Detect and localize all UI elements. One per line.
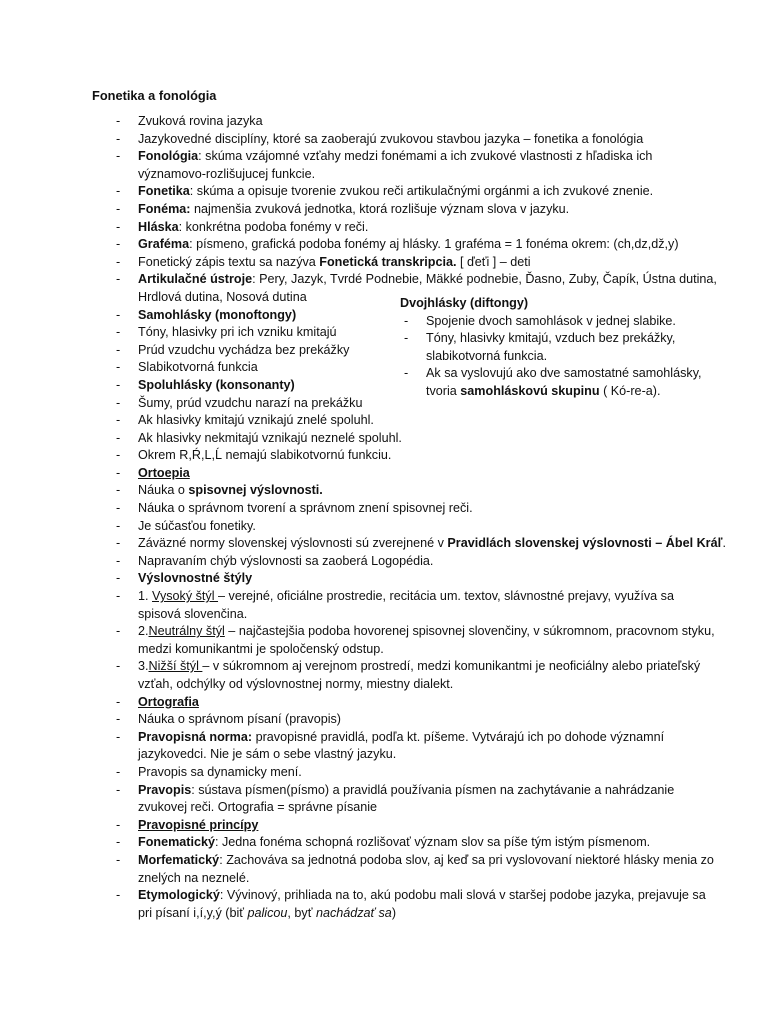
list-item-text: Jazykovedné disciplíny, ktoré sa zaoberajú zvukovou stavbou jazyka – fonetika a fonológia xyxy=(138,131,644,146)
main-bullet-list xyxy=(0,113,768,922)
bullet-dash: - xyxy=(116,817,121,832)
list-item xyxy=(0,131,718,149)
bullet-dash: - xyxy=(116,694,121,709)
list-item xyxy=(0,430,718,448)
list-item-text: Ak hlasivky nekmitajú vznikajú neznelé spoluhl. xyxy=(138,430,402,445)
list-item-text: Artikulačné ústroje: Pery, Jazyk, Tvrdé Podnebie, Mäkké podnebie, Ďasno, Zuby, Čapík, Ústna dutina, Hrdlová dutina, Nosová dutina xyxy=(138,272,717,304)
list-item-text: Pravopis sa dynamicky mení. xyxy=(138,764,302,779)
bullet-dash: - xyxy=(116,307,121,322)
list-item-text: Slabikotvorná funkcia xyxy=(138,360,258,375)
list-item xyxy=(0,764,718,782)
list-item-text: Okrem R,Ŕ,L,Ĺ nemajú slabikotvornú funkciu. xyxy=(138,448,392,463)
list-item-text: Ortografia xyxy=(138,694,199,709)
list-item xyxy=(0,254,718,272)
bullet-dash: - xyxy=(116,360,121,375)
list-item-text: Spoluhlásky (konsonanty) xyxy=(138,377,295,392)
bullet-dash: - xyxy=(116,782,121,797)
list-item xyxy=(0,307,386,325)
diphthongs-list xyxy=(400,313,720,401)
list-item-text: Náuka o spisovnej výslovnosti. xyxy=(138,483,323,498)
bullet-dash: - xyxy=(404,331,409,346)
diphthongs-box xyxy=(400,295,720,401)
side-item xyxy=(400,330,720,365)
list-item xyxy=(0,570,718,588)
bullet-dash: - xyxy=(116,254,121,269)
bullet-dash: - xyxy=(116,237,121,252)
list-item xyxy=(0,482,718,500)
bullet-dash: - xyxy=(116,589,121,604)
list-item xyxy=(0,148,718,183)
bullet-dash: - xyxy=(116,518,121,533)
side-item xyxy=(400,313,720,331)
list-item-text: Etymologický: Vývinový, prihliada na to, akú podobu mali slová v staršej podobe jazyka, prejavuje sa pri písaní i,í,y,ý (biť palicou, byť nachádzať sa) xyxy=(138,888,706,920)
list-item-text: Šumy, prúd vzudchu narazí na prekážku xyxy=(138,395,363,410)
list-item xyxy=(0,553,718,571)
list-item xyxy=(0,782,718,817)
list-item xyxy=(0,518,718,536)
list-item xyxy=(0,711,718,729)
list-item-text: Zvuková rovina jazyka xyxy=(138,114,263,128)
list-item-text: Fonetický zápis textu sa nazýva Fonetická transkripcia. [ ďeťi ] – deti xyxy=(138,254,531,269)
bullet-dash: - xyxy=(116,184,121,199)
bullet-dash: - xyxy=(116,571,121,586)
bullet-dash: - xyxy=(116,624,121,639)
bullet-dash: - xyxy=(116,536,121,551)
bullet-dash: - xyxy=(116,483,121,498)
list-item-text: Fonematický: Jedna fonéma schopná rozlišovať význam slov sa píše tým istým písmenom. xyxy=(138,835,651,850)
bullet-dash: - xyxy=(116,149,121,164)
list-item xyxy=(0,817,718,835)
bullet-dash: - xyxy=(116,219,121,234)
bullet-dash: - xyxy=(116,395,121,410)
bullet-dash: - xyxy=(404,313,409,328)
bullet-dash: - xyxy=(116,131,121,146)
list-item-text: Náuka o správnom tvorení a správnom znení spisovnej reči. xyxy=(138,501,473,516)
list-item xyxy=(0,236,718,254)
bullet-dash: - xyxy=(116,430,121,445)
list-item-text: 2.Neutrálny štýl – najčastejšia podoba hovorenej spisovnej slovenčiny, v súkromnom, pracovnom styku, medzi komunikantmi je spoločenský odstup. xyxy=(138,624,715,656)
document-title: Fonetika a fonológia xyxy=(92,88,217,103)
list-item-text: Samohlásky (monoftongy) xyxy=(138,307,297,322)
list-item-text: Hláska: konkrétna podoba fonémy v reči. xyxy=(138,219,369,234)
diphthongs-heading: Dvojhlásky (diftongy) xyxy=(400,296,529,310)
list-item xyxy=(0,412,718,430)
list-item-text: 1. Vysoký štýl – verejné, oficiálne prostredie, recitácia um. textov, slávnostné prejavy, využíva sa spisová slovenčina. xyxy=(138,589,674,621)
list-item xyxy=(0,113,718,131)
list-item-text: 3.Nižší štýl – v súkromnom aj verejnom prostredí, medzi komunikantmi je neoficiálny alebo priateľský vzťah, odchýlky od výslovnostnej normy, miestny dialekt. xyxy=(138,659,701,691)
list-item-text: Pravopisná norma: pravopisné pravidlá, podľa kt. píšeme. Vytvárajú ich po dohode významní jazykovedci. Nie je sám o sebe vlastný jazyku. xyxy=(138,729,665,762)
bullet-dash: - xyxy=(116,448,121,463)
list-item-text: Morfematický: Zachováva sa jednotná podoba slov, aj keď sa pri vyslovovaní niektoré hlásky menia zo znelých na neznelé. xyxy=(138,852,714,885)
list-item-text: Tóny, hlasivky pri ich vzniku kmitajú xyxy=(138,325,337,340)
bullet-dash: - xyxy=(116,465,121,480)
list-item xyxy=(0,694,718,712)
list-item-text: Prúd vzudchu vychádza bez prekážky xyxy=(138,342,350,357)
list-item xyxy=(0,201,718,219)
bullet-dash: - xyxy=(116,659,121,674)
list-item xyxy=(0,219,718,237)
bullet-dash: - xyxy=(116,501,121,516)
list-item xyxy=(0,377,386,395)
list-item xyxy=(0,342,386,360)
list-item-text: Graféma: písmeno, grafická podoba fonémy aj hlásky. 1 graféma = 1 fonéma okrem: (ch,dz,dž,y) xyxy=(138,237,679,252)
bullet-dash: - xyxy=(116,413,121,428)
side-item-text: Ak sa vyslovujú ako dve samostatné samohlásky, tvoria samohláskovú skupinu ( Kó-re-a). xyxy=(426,366,702,398)
bullet-dash: - xyxy=(116,272,121,287)
list-item-text: Výslovnostné štýly xyxy=(138,571,253,586)
list-item xyxy=(0,729,718,764)
bullet-dash: - xyxy=(116,888,121,903)
list-item xyxy=(0,623,718,658)
bullet-dash: - xyxy=(116,835,121,850)
list-item-text: Je súčasťou fonetiky. xyxy=(138,518,256,533)
bullet-dash: - xyxy=(116,114,121,128)
list-item xyxy=(0,183,718,201)
list-item xyxy=(0,395,386,413)
list-item-text: Fonológia: skúma vzájomné vzťahy medzi fonémami a ich zvukové vlastnosti z hľadiska ich významovo-rozlišujucej funkcie. xyxy=(138,149,653,181)
list-item-text: Pravopisné princípy xyxy=(138,817,259,832)
list-item xyxy=(0,852,718,887)
list-item-text: Náuka o správnom písaní (pravopis) xyxy=(138,712,341,727)
list-item-text: Ak hlasivky kmitajú vznikajú znelé spoluhl. xyxy=(138,413,374,428)
side-item xyxy=(400,365,720,400)
list-item-text: Ortoepia xyxy=(138,465,190,480)
list-item-text: Pravopis: sústava písmen(písmo) a pravidlá používania písmen na zachytávanie a nahrádzanie zvukovej reči. Ortografia = správne písanie xyxy=(138,782,675,815)
bullet-dash: - xyxy=(116,852,121,867)
list-item-text: Napravaním chýb výslovnosti sa zaoberá Logopédia. xyxy=(138,553,434,568)
list-item xyxy=(0,588,718,623)
bullet-dash: - xyxy=(116,377,121,392)
list-item-text: Fonetika: skúma a opisuje tvorenie zvukou reči artikulačnými orgánmi a ich zvukové znenie. xyxy=(138,184,654,199)
bullet-dash: - xyxy=(116,712,121,727)
side-item-text: Tóny, hlasivky kmitajú, vzduch bez prekážky, slabikotvorná funkcia. xyxy=(426,331,676,363)
side-item-text: Spojenie dvoch samohlások v jednej slabike. xyxy=(426,313,676,328)
bullet-dash: - xyxy=(116,729,121,744)
list-item xyxy=(0,658,718,693)
list-item xyxy=(0,535,728,553)
bullet-dash: - xyxy=(116,201,121,216)
list-item xyxy=(0,887,718,922)
bullet-dash: - xyxy=(116,342,121,357)
bullet-dash: - xyxy=(116,764,121,779)
list-item xyxy=(0,834,718,852)
list-item-text: Záväzné normy slovenskej výslovnosti sú zverejnené v Pravidlách slovenskej výslovnosti – Ábel Kráľ. xyxy=(138,536,726,551)
list-item xyxy=(0,447,718,465)
list-item xyxy=(0,465,718,483)
bullet-dash: - xyxy=(404,366,409,381)
list-item-text: Fonéma: najmenšia zvuková jednotka, ktorá rozlišuje význam slova v jazyku. xyxy=(138,201,570,216)
bullet-dash: - xyxy=(116,325,121,340)
list-item xyxy=(0,324,386,342)
list-item xyxy=(0,500,718,518)
list-item xyxy=(0,359,386,377)
bullet-dash: - xyxy=(116,553,121,568)
